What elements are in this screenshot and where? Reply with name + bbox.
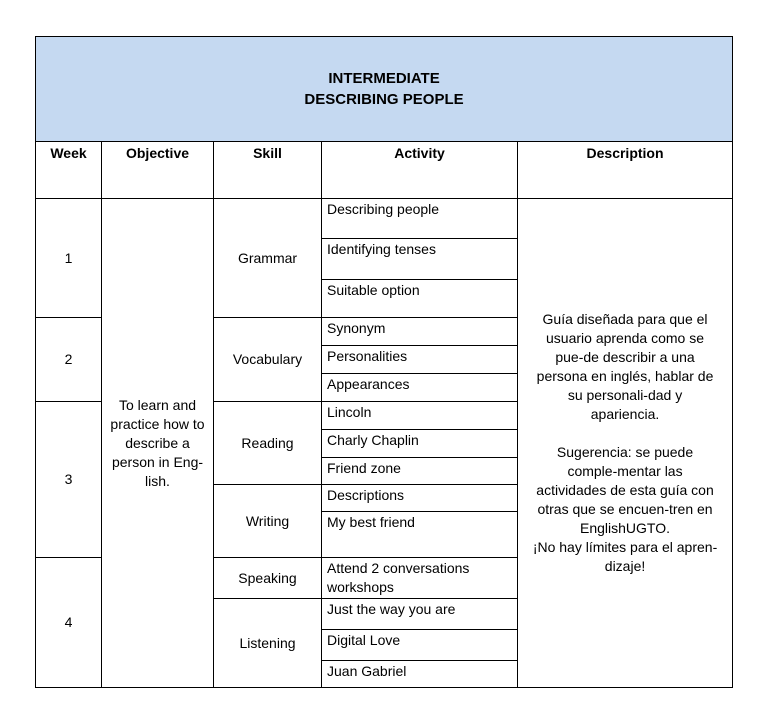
header-week: Week xyxy=(36,142,102,199)
title-banner xyxy=(36,37,733,142)
week-4: 4 xyxy=(36,558,102,688)
description-suggestion: Sugerencia: se puede comple-mentar las actividades de esta guía con otras que se encuen-tren en EnglishUGTO. xyxy=(536,444,714,536)
activity-synonym: Synonym xyxy=(322,318,518,346)
activity-charly-chaplin: Charly Chaplin xyxy=(322,430,518,458)
description-cell xyxy=(518,199,733,688)
activity-describing-people: Describing people xyxy=(322,199,518,239)
activity-descriptions: Descriptions xyxy=(322,485,518,512)
header-description: Description xyxy=(518,142,733,199)
header-activity: Activity xyxy=(322,142,518,199)
week-1: 1 xyxy=(36,199,102,318)
activity-just-the-way-you-are: Just the way you are xyxy=(322,599,518,630)
skill-writing: Writing xyxy=(214,485,322,558)
header-skill: Skill xyxy=(214,142,322,199)
activity-lincoln: Lincoln xyxy=(322,402,518,430)
activity-digital-love: Digital Love xyxy=(322,630,518,661)
activity-friend-zone: Friend zone xyxy=(322,458,518,485)
activity-juan-gabriel: Juan Gabriel xyxy=(322,661,518,688)
activity-my-best-friend: My best friend xyxy=(322,512,518,558)
activity-suitable-option: Suitable option xyxy=(322,280,518,318)
activity-appearances: Appearances xyxy=(322,374,518,402)
description-closing: ¡No hay límites para el apren-dizaje! xyxy=(532,539,718,574)
lesson-plan-document xyxy=(35,36,732,684)
activity-conversations-workshops: Attend 2 conversations workshops xyxy=(322,558,518,599)
description-paragraph-1: Guía diseñada para que el usuario aprenda como se pue-de describir a una persona en inglés, hablar de su personali-dad y apariencia. xyxy=(536,311,714,422)
activity-personalities: Personalities xyxy=(322,346,518,374)
week-3: 3 xyxy=(36,402,102,558)
skill-reading: Reading xyxy=(214,402,322,485)
skill-speaking: Speaking xyxy=(214,558,322,599)
header-objective: Objective xyxy=(102,142,214,199)
title-topic: DESCRIBING PEOPLE xyxy=(304,91,464,108)
header-row xyxy=(36,142,733,199)
week-2: 2 xyxy=(36,318,102,402)
lesson-plan-table xyxy=(35,36,733,688)
skill-vocabulary: Vocabulary xyxy=(214,318,322,402)
title-level: INTERMEDIATE xyxy=(328,70,440,87)
skill-listening: Listening xyxy=(214,599,322,688)
objective-cell: To learn and practice how to describe a person in Eng-lish. xyxy=(102,199,214,688)
skill-grammar: Grammar xyxy=(214,199,322,318)
description-paragraph-2 xyxy=(532,443,718,576)
activity-identifying-tenses: Identifying tenses xyxy=(322,239,518,280)
